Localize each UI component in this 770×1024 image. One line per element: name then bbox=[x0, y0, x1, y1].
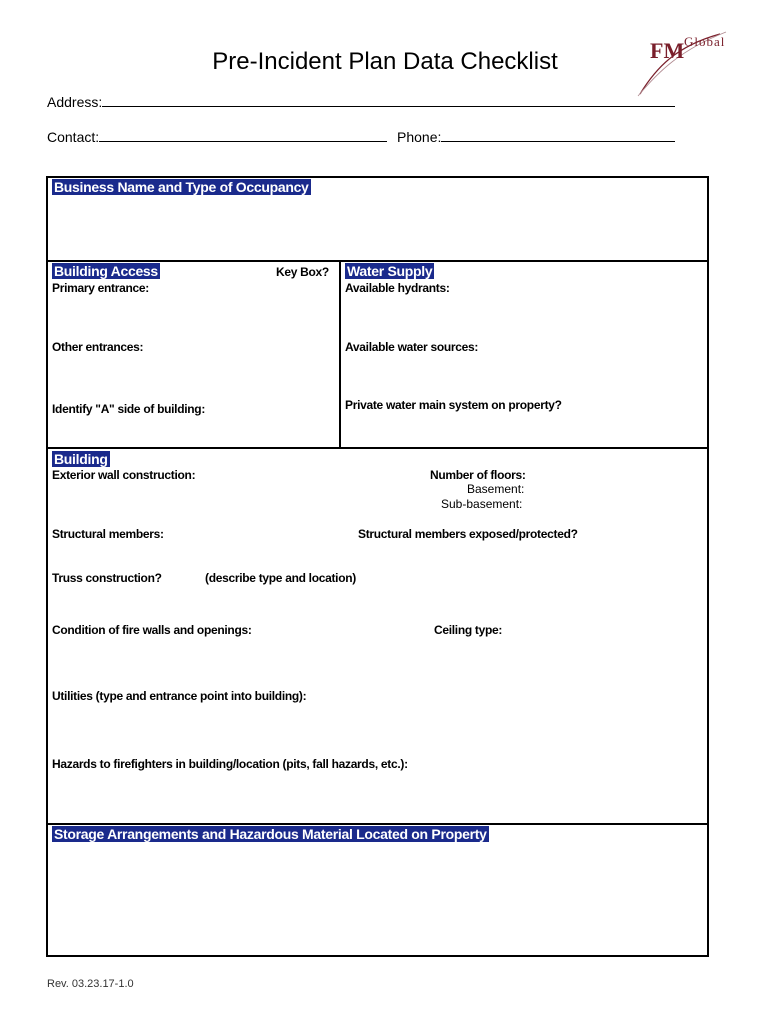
page-title: Pre-Incident Plan Data Checklist bbox=[212, 48, 558, 75]
basement-label: Basement: bbox=[467, 482, 525, 496]
storage-header: Storage Arrangements and Hazardous Material Located on Property bbox=[54, 826, 487, 842]
truss-describe-label: (describe type and location) bbox=[205, 571, 356, 585]
hazards-label: Hazards to firefighters in building/location (pits, fall hazards, etc.): bbox=[52, 757, 408, 771]
divider-business bbox=[46, 260, 709, 262]
business-header: Business Name and Type of Occupancy bbox=[54, 179, 309, 195]
logo-global-text: Global bbox=[684, 34, 726, 49]
address-row bbox=[47, 92, 675, 110]
logo-fm-text: FM bbox=[650, 38, 685, 63]
a-side-label: Identify "A" side of building: bbox=[52, 402, 206, 416]
structural-members-label: Structural members: bbox=[52, 527, 164, 541]
exterior-wall-label: Exterior wall construction: bbox=[52, 468, 196, 482]
address-field[interactable] bbox=[102, 92, 675, 107]
available-hydrants-label: Available hydrants: bbox=[345, 281, 450, 295]
phone-label: Phone: bbox=[397, 129, 442, 145]
phone-field[interactable] bbox=[441, 127, 675, 142]
number-of-floors-label: Number of floors: bbox=[430, 468, 526, 482]
contact-field[interactable] bbox=[99, 127, 387, 142]
revision-label: Rev. 03.23.17-1.0 bbox=[47, 978, 134, 990]
divider-access-water bbox=[339, 260, 341, 448]
truss-construction-label: Truss construction? bbox=[52, 571, 162, 585]
utilities-label: Utilities (type and entrance point into building): bbox=[52, 689, 307, 703]
phone-row bbox=[397, 127, 675, 145]
building-access-header: Building Access bbox=[54, 263, 158, 279]
address-label: Address: bbox=[47, 94, 103, 110]
other-entrances-label: Other entrances: bbox=[52, 340, 144, 354]
fm-global-logo bbox=[636, 28, 756, 98]
structural-exposed-label: Structural members exposed/protected? bbox=[358, 527, 578, 541]
primary-entrance-label: Primary entrance: bbox=[52, 281, 149, 295]
fire-walls-label: Condition of fire walls and openings: bbox=[52, 623, 252, 637]
water-sources-label: Available water sources: bbox=[345, 340, 479, 354]
subbasement-label: Sub-basement: bbox=[441, 497, 523, 511]
divider-building bbox=[46, 447, 709, 449]
ceiling-type-label: Ceiling type: bbox=[434, 623, 503, 637]
private-water-main-label: Private water main system on property? bbox=[345, 398, 562, 412]
building-header: Building bbox=[54, 451, 108, 467]
key-box-label: Key Box? bbox=[276, 265, 329, 279]
storage-field[interactable] bbox=[52, 848, 702, 952]
divider-storage bbox=[46, 823, 709, 825]
business-field[interactable] bbox=[52, 200, 702, 256]
water-supply-header: Water Supply bbox=[347, 263, 433, 279]
contact-row bbox=[47, 127, 387, 145]
contact-label: Contact: bbox=[47, 129, 100, 145]
